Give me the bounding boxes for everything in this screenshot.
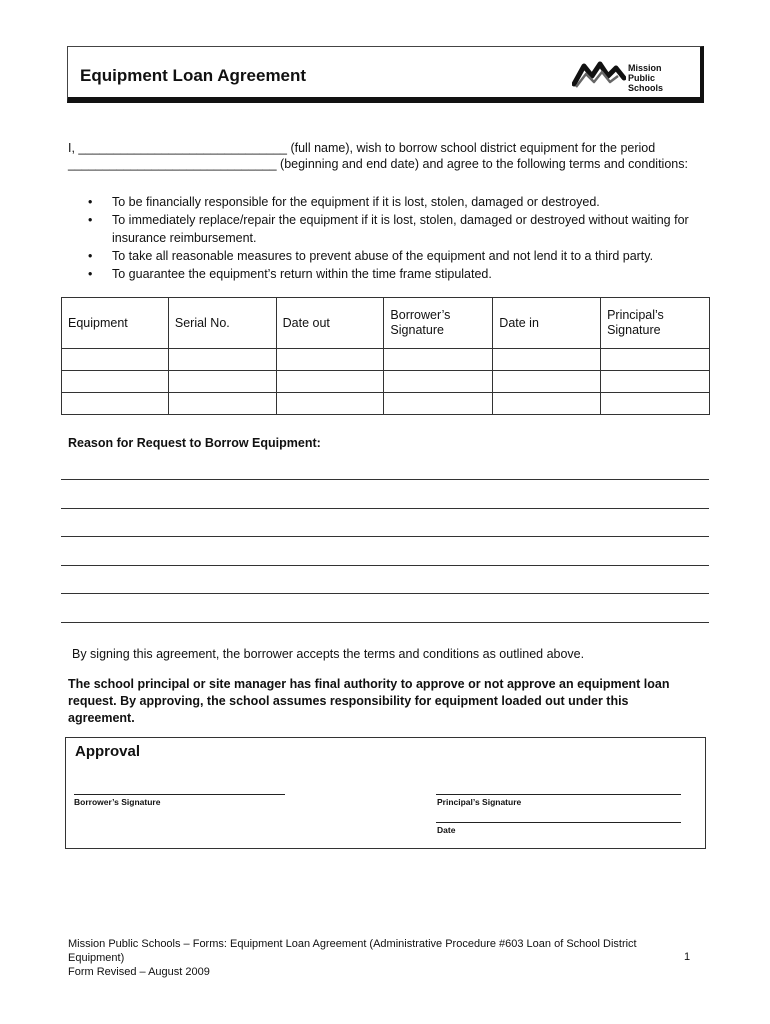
table-cell[interactable] [276, 349, 384, 371]
reason-line[interactable] [61, 508, 709, 509]
date-label: Date [437, 825, 456, 835]
table-cell[interactable] [493, 393, 601, 415]
table-cell[interactable] [384, 371, 493, 393]
intro-line-2: ______________________________ (beginning and end date) and agree to the following terms and conditions: [68, 157, 688, 171]
table-cell[interactable] [276, 371, 384, 393]
principal-signature-label: Principal’s Signature [437, 797, 522, 807]
principal-signature-line[interactable] [436, 794, 681, 795]
table-header-row [62, 298, 710, 349]
table-cell[interactable] [493, 349, 601, 371]
table-cell[interactable] [601, 371, 710, 393]
column-header-equipment: Equipment [62, 298, 169, 349]
table-cell[interactable] [168, 371, 276, 393]
table-cell[interactable] [62, 371, 169, 393]
table-cell[interactable] [168, 349, 276, 371]
table-cell[interactable] [168, 393, 276, 415]
table-cell[interactable] [62, 349, 169, 371]
borrower-signature-label: Borrower’s Signature [74, 797, 161, 807]
intro-line-1: I, ______________________________ (full name), wish to borrow school district equipment for the period [68, 141, 656, 155]
column-header-borrower-signature: Borrower’s Signature [384, 298, 493, 349]
table-cell[interactable] [601, 393, 710, 415]
mountain-logo-icon [572, 58, 626, 88]
term-item: • To take all reasonable measures to prevent abuse of the equipment and not lend it to a third party. [88, 247, 708, 265]
table-cell[interactable] [601, 349, 710, 371]
footer-text [68, 937, 668, 979]
approval-box [65, 737, 706, 849]
reason-line[interactable] [61, 622, 709, 623]
approval-title: Approval [75, 743, 141, 760]
table-row [62, 393, 710, 415]
footer-line-2: Form Revised – August 2009 [68, 966, 210, 978]
footer-line-1: Mission Public Schools – Forms: Equipment Loan Agreement (Administrative Procedure #603 Loan of School District Equipment) [68, 938, 637, 964]
column-header-principal-signature: Principal’s Signature [601, 298, 710, 349]
signing-statement: By signing this agreement, the borrower accepts the terms and conditions as outlined above. [72, 647, 585, 661]
equipment-table [61, 297, 710, 415]
page-title: Equipment Loan Agreement [80, 66, 307, 85]
column-header-date-in: Date in [493, 298, 601, 349]
table-cell[interactable] [276, 393, 384, 415]
reason-line[interactable] [61, 479, 709, 480]
date-line[interactable] [436, 822, 681, 823]
terms-list [88, 193, 708, 283]
table-row [62, 349, 710, 371]
table-cell[interactable] [384, 349, 493, 371]
table-row [62, 371, 710, 393]
school-logo [572, 58, 690, 93]
page-number: 1 [684, 951, 691, 963]
term-item: • To be financially responsible for the equipment if it is lost, stolen, damaged or destroyed. [88, 193, 708, 211]
column-header-serial: Serial No. [168, 298, 276, 349]
table-cell[interactable] [384, 393, 493, 415]
term-item: • To immediately replace/repair the equipment if it is lost, stolen, damaged or destroyed without waiting for insurance reimbursement. [88, 211, 708, 247]
table-cell[interactable] [62, 393, 169, 415]
term-item: • To guarantee the equipment’s return within the time frame stipulated. [88, 265, 708, 283]
reason-line[interactable] [61, 593, 709, 594]
borrower-signature-line[interactable] [74, 794, 285, 795]
logo-text: Mission Public Schools [628, 63, 664, 93]
table-cell[interactable] [493, 371, 601, 393]
reason-line[interactable] [61, 536, 709, 537]
reason-title: Reason for Request to Borrow Equipment: [68, 436, 321, 450]
authority-statement: The school principal or site manager has final authority to approve or not approve an equipment loan request. By approving, the school assumes responsibility for equipment loaded out under this agreement. [68, 677, 670, 725]
column-header-date-out: Date out [276, 298, 384, 349]
reason-line[interactable] [61, 565, 709, 566]
